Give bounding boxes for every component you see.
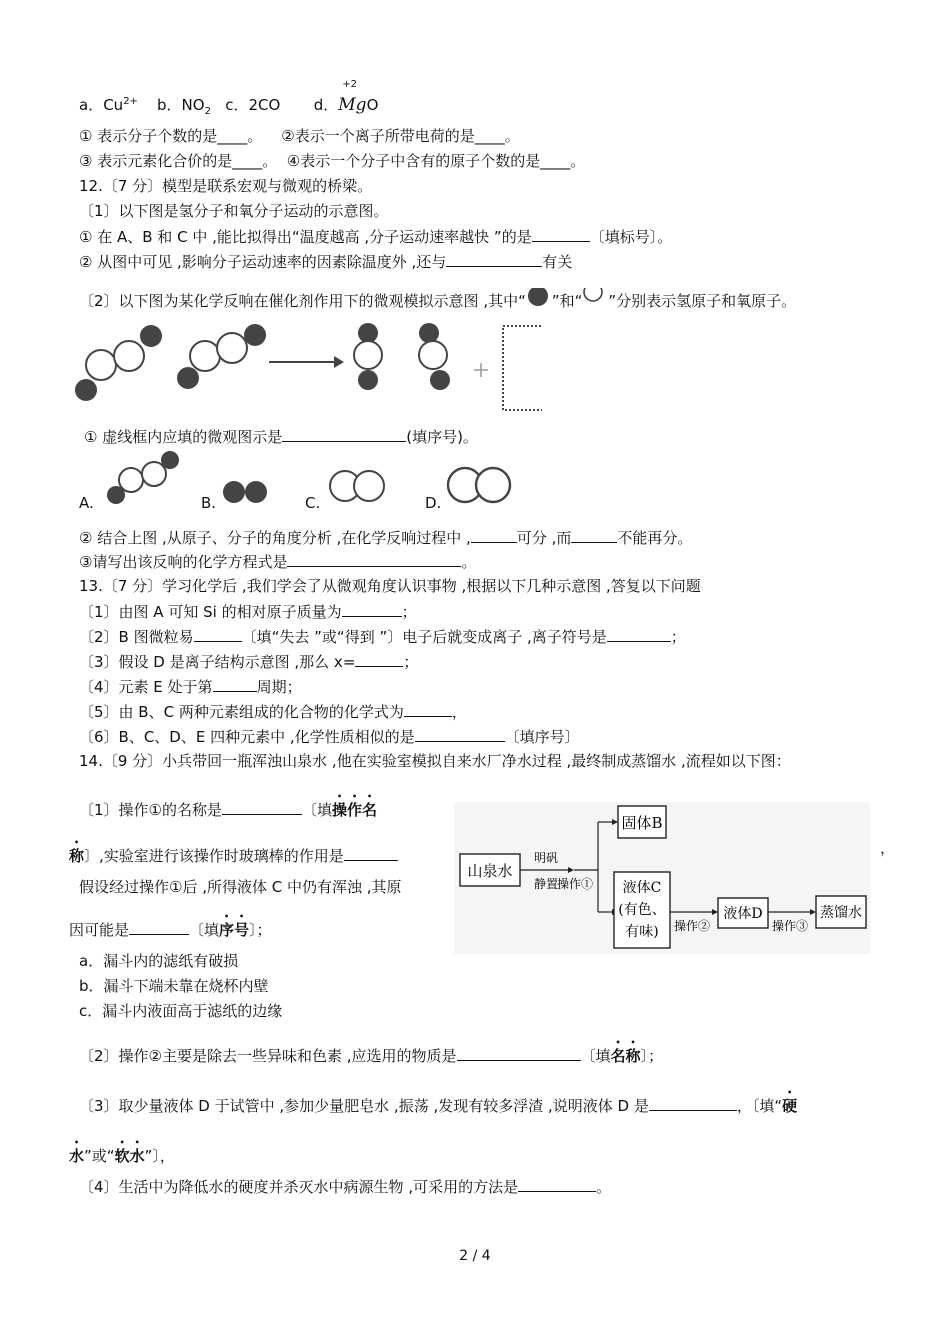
reaction-diagram <box>72 322 542 414</box>
dashed-answer-box <box>503 326 542 410</box>
flow-op1: 操作① <box>557 877 594 891</box>
q14-option-b: b．漏斗下端未靠在烧杯内壁 <box>79 977 269 995</box>
plus-sign <box>474 363 488 377</box>
option-c-molecule <box>328 466 390 506</box>
purification-flowchart <box>454 802 870 954</box>
q14-s1-comma: ， <box>880 839 896 857</box>
q13-s6: 〔6〕B、C、D、E 四种元素中 ,化学性质相似的是 〔填序号〕 <box>79 728 580 746</box>
h2o2-molecule-1 <box>75 325 162 401</box>
q12-q2: ② 结合上图 ,从原子、分子的角度分析 ,在化学反响过程中 , 可分 ,而 不能再分。 <box>79 529 693 547</box>
option-b-label: B. <box>201 494 217 512</box>
reaction-arrow <box>269 356 344 368</box>
option-b-molecule <box>222 478 272 508</box>
flow-alum: 明矾 <box>534 851 559 865</box>
q12-fill-question: ① 虚线框内应填的微观图示是 (填序号)。 <box>84 428 478 446</box>
q14-s1-line4: 因可能是 〔填序号〕； <box>69 921 272 939</box>
q12-p1-1: ① 在 A、B 和 C 中 ,能比拟得出“温度越高 ,分子运动速率越快 ”的是 〔填标号〕。 <box>79 228 673 246</box>
q14-s3-line2: 水”或“软水”〕， <box>69 1147 175 1165</box>
option-d-molecule <box>446 464 516 508</box>
option-a-label: A. <box>79 494 94 512</box>
q13-title: 13.〔7 分〕学习化学后 ,我们学会了从微观角度认识事物 ,根据以下几种示意图 ,答复以下问题 <box>79 577 701 595</box>
q11-line2: ③ 表示元素化合价的是____。 ④表示一个分子中含有的原子个数的是____。 <box>79 152 586 170</box>
page-number: 2 / 4 <box>459 1248 491 1264</box>
option-a-molecule <box>104 450 184 508</box>
hydrogen-atom-icon <box>526 288 552 310</box>
q14-option-a: a．漏斗内的滤纸有破损 <box>79 952 239 970</box>
h2o-molecule-2 <box>419 323 450 390</box>
q13-s5: 〔5〕由 B、C 两种元素组成的化合物的化学式为 ， <box>79 703 467 721</box>
q12-p2: 〔2〕以下图为某化学反响在催化剂作用下的微观模拟示意图 ,其中“ ”和“ ”分别表示氢原子和氧原子。 <box>79 288 796 311</box>
q12-p1-2: ② 从图中可见 ,影响分子运动速率的因素除温度外 ,还与 有关 <box>79 253 573 271</box>
flow-op3: 操作③ <box>772 919 809 933</box>
q14-title: 14.〔9 分〕小兵带回一瓶浑浊山泉水 ,他在实验室模拟自来水厂净水过程 ,最终制成蒸馏水 ,流程如以下图： <box>79 752 791 770</box>
q12-title: 12.〔7 分〕模型是联系宏观与微观的桥梁。 <box>79 177 373 195</box>
q14-s1-line1: 〔1〕操作①的名称是 〔填操作名 <box>79 801 378 819</box>
q14-s3-line1: 〔3〕取少量液体 D 于试管中 ,参加少量肥皂水 ,振荡 ,发现有较多浮渣 ,说明液体 D 是 ，〔填“硬 <box>79 1097 798 1115</box>
flow-op2: 操作② <box>674 919 711 933</box>
q12-q3: ③请写出该反响的化学方程式是 。 <box>79 553 477 571</box>
q13-s2: 〔2〕B 图微粒易 〔填“失去 ”或“得到 ”〕电子后就变成离子 ,离子符号是 ； <box>79 628 686 646</box>
svg-text:(有色、: (有色、 <box>618 902 666 918</box>
q13-s3: 〔3〕假设 D 是离子结构示意图 ,那么 x= ； <box>79 653 419 671</box>
mg-symbol: Mg <box>338 95 367 115</box>
q14-s1-line2: 称〕,实验室进行该操作时玻璃棒的作用是 <box>69 838 398 866</box>
option-c-label: C. <box>305 494 321 512</box>
q13-s1: 〔1〕由图 A 可知 Si 的相对原子质量为 ； <box>79 603 417 621</box>
flow-solid: 固体B <box>621 814 663 832</box>
flow-settle: 静置 <box>534 877 559 891</box>
q12-p1: 〔1〕以下图是氢分子和氧分子运动的示意图。 <box>79 202 389 220</box>
q11-line1: ① 表示分子个数的是____。 ②表示一个离子所带电荷的是____。 <box>79 127 520 145</box>
flow-source: 山泉水 <box>467 862 513 880</box>
flow-distilled: 蒸馏水 <box>820 905 862 921</box>
q14-option-c: c．漏斗内液面高于滤纸的边缘 <box>79 1002 283 1020</box>
h2o2-molecule-2 <box>177 324 266 389</box>
flow-liquid-d: 液体D <box>723 906 763 922</box>
q14-s2: 〔2〕操作②主要是除去一些异味和色素 ,应选用的物质是 〔填名称〕； <box>79 1047 664 1065</box>
q14-s4: 〔4〕生活中为降低水的硬度并杀灭水中病源生物 ,可采用的方法是 。 <box>79 1178 612 1196</box>
h2o-molecule-1 <box>354 323 382 390</box>
option-d-label: D. <box>425 494 442 512</box>
oxygen-atom-icon <box>582 288 608 310</box>
q14-s1-line3: 假设经过操作①后 ,所得液体 C 中仍有浑浊 ,其原 <box>79 878 402 896</box>
mg-valence: +2 <box>342 79 358 90</box>
svg-text:有味): 有味) <box>625 924 659 940</box>
q11-options: a．$Cu^{2+}$ b．$NO_2$ c．2CO d． +2 MgO <box>79 92 378 122</box>
q13-s4: 〔4〕元素 E 处于第 周期； <box>79 678 302 696</box>
flow-liquid-c: 液体C <box>622 880 662 896</box>
